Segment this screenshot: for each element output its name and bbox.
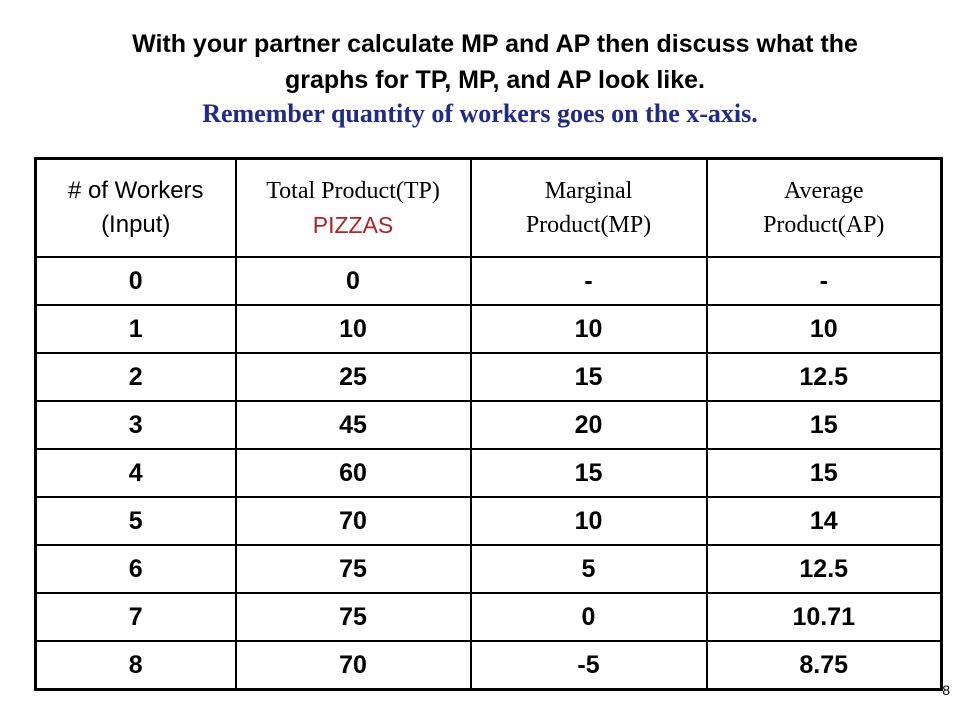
cell-mp: -5 <box>471 641 707 690</box>
cell-ap: 8.75 <box>707 641 942 690</box>
header-workers-input: (Input) <box>101 211 171 238</box>
cell-tp: 70 <box>236 641 471 690</box>
cell-mp: 20 <box>471 401 707 449</box>
cell-tp: 0 <box>236 257 471 305</box>
cell-ap: 10 <box>707 305 942 353</box>
header-marginal-product <box>471 159 707 258</box>
cell-workers: 4 <box>36 449 236 497</box>
table-row <box>36 401 942 449</box>
cell-ap: 10.71 <box>707 593 942 641</box>
header-mp-line2: Product(MP) <box>525 212 652 238</box>
table-row <box>36 305 942 353</box>
header-tp-pizzas: PIZZAS <box>312 212 394 238</box>
cell-workers: 1 <box>36 305 236 353</box>
cell-mp: 5 <box>471 545 707 593</box>
cell-tp: 60 <box>236 449 471 497</box>
heading-line-2: graphs for TP, MP, and AP look like. <box>284 66 706 94</box>
table-row <box>36 449 942 497</box>
heading-reminder: Remember quantity of workers goes on the x-axis. <box>202 99 758 128</box>
header-tp-label: Total Product(TP) <box>266 178 440 204</box>
cell-mp: - <box>471 257 707 305</box>
table-row <box>36 353 942 401</box>
cell-tp: 75 <box>236 545 471 593</box>
cell-tp: 10 <box>236 305 471 353</box>
header-mp-line1: Marginal <box>544 178 633 204</box>
page-number: 8 <box>942 682 950 698</box>
cell-mp: 0 <box>471 593 707 641</box>
cell-ap: 15 <box>707 401 942 449</box>
cell-workers: 2 <box>36 353 236 401</box>
cell-mp: 15 <box>471 449 707 497</box>
header-ap-line1: Average <box>784 178 864 204</box>
cell-mp: 10 <box>471 305 707 353</box>
header-workers-label: # of Workers <box>67 177 204 204</box>
cell-ap: 12.5 <box>707 545 942 593</box>
cell-ap: 12.5 <box>707 353 942 401</box>
cell-ap: 14 <box>707 497 942 545</box>
header-average-product <box>707 159 942 258</box>
cell-workers: 0 <box>36 257 236 305</box>
header-ap-line2: Product(AP) <box>763 212 885 238</box>
cell-workers: 5 <box>36 497 236 545</box>
table-row <box>36 641 942 690</box>
cell-workers: 3 <box>36 401 236 449</box>
cell-workers: 7 <box>36 593 236 641</box>
production-table <box>34 157 943 691</box>
header-total-product <box>236 159 471 258</box>
table-row <box>36 593 942 641</box>
cell-workers: 8 <box>36 641 236 690</box>
cell-ap: - <box>707 257 942 305</box>
cell-tp: 70 <box>236 497 471 545</box>
cell-mp: 10 <box>471 497 707 545</box>
heading-line-1: With your partner calculate MP and AP then discuss what the <box>132 30 858 58</box>
cell-tp: 75 <box>236 593 471 641</box>
table-header-row <box>36 159 942 258</box>
cell-ap: 15 <box>707 449 942 497</box>
table-row <box>36 257 942 305</box>
table-row <box>36 545 942 593</box>
header-workers <box>36 159 236 258</box>
slide-heading <box>0 26 960 132</box>
cell-workers: 6 <box>36 545 236 593</box>
table-row <box>36 497 942 545</box>
cell-tp: 25 <box>236 353 471 401</box>
cell-tp: 45 <box>236 401 471 449</box>
cell-mp: 15 <box>471 353 707 401</box>
